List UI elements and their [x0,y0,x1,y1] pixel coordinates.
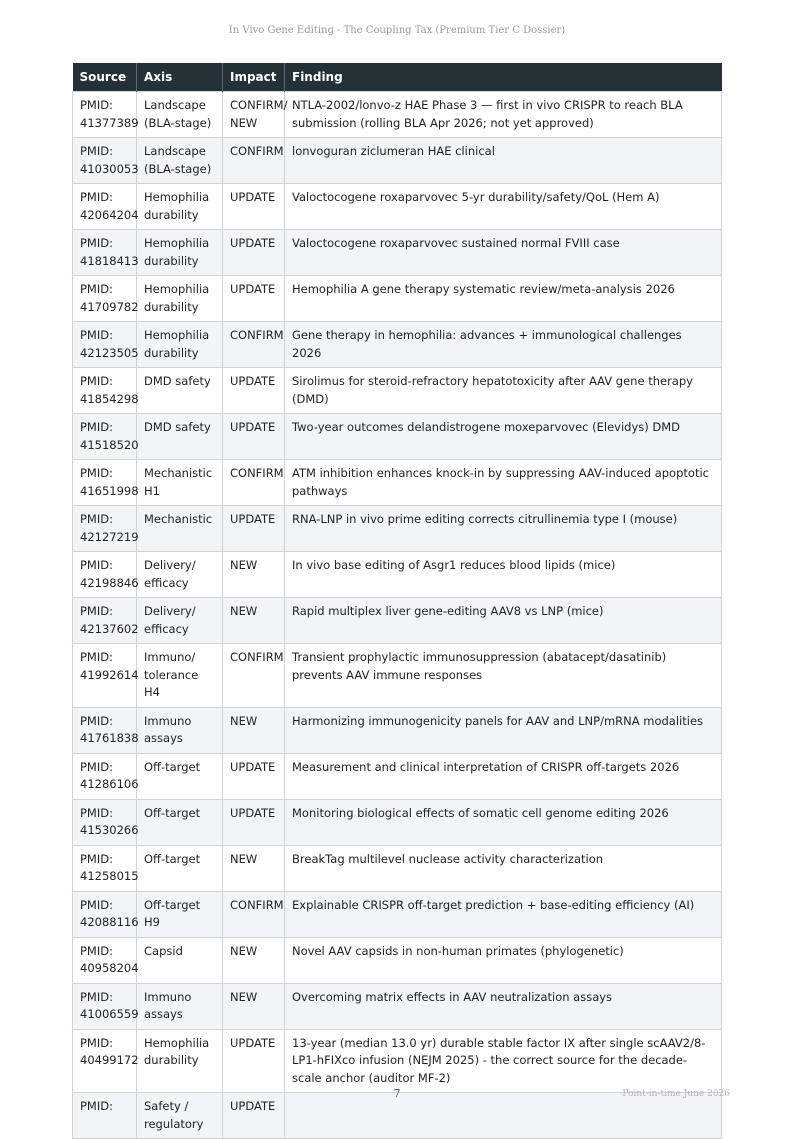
cell-finding: Novel AAV capsids in non-human primates (phylogenetic) [285,937,722,983]
cell-source: PMID: 42123505 [73,322,137,368]
cell-axis: DMD safety [137,414,223,460]
cell-axis: Off-target [137,753,223,799]
cell-finding: Gene therapy in hemophilia: advances + immunological challenges 2026 [285,322,722,368]
cell-finding: Measurement and clinical interpretation of CRISPR off-targets 2026 [285,753,722,799]
cell-finding: 13-year (median 13.0 yr) durable stable factor IX after single scAAV2/8-LP1-hFIXco infusion (NEJM 2025) - the correct source for the decade-scale anchor (auditor MF-2) [285,1029,722,1093]
cell-finding: Two-year outcomes delandistrogene moxeparvovec (Elevidys) DMD [285,414,722,460]
table-row [73,598,722,644]
cell-impact: UPDATE [223,506,285,552]
cell-impact: UPDATE [223,1029,285,1093]
cell-finding: NTLA-2002/lonvo-z HAE Phase 3 — first in vivo CRISPR to reach BLA submission (rolling BLA Apr 2026; not yet approved) [285,92,722,138]
findings-table [72,63,722,1139]
cell-source: PMID: 41854298 [73,368,137,414]
footer-note: Point-in-time June 2026 [622,1089,730,1099]
cell-impact: CONFIRM [223,891,285,937]
cell-axis: Off-target [137,845,223,891]
cell-finding: ATM inhibition enhances knock-in by suppressing AAV-induced apoptotic pathways [285,460,722,506]
cell-finding: Sirolimus for steroid-refractory hepatotoxicity after AAV gene therapy (DMD) [285,368,722,414]
cell-impact: NEW [223,845,285,891]
table-row [73,184,722,230]
table-row [73,983,722,1029]
column-header-axis: Axis [137,63,223,92]
cell-impact: NEW [223,707,285,753]
cell-finding: Rapid multiplex liver gene-editing AAV8 vs LNP (mice) [285,598,722,644]
cell-axis: Mechanistic H1 [137,460,223,506]
table-body [73,92,722,1139]
cell-impact: NEW [223,937,285,983]
cell-impact: UPDATE [223,414,285,460]
cell-impact: CONFIRM [223,644,285,708]
table-header-row [73,63,722,92]
cell-axis: Hemophilia durability [137,276,223,322]
table-row [73,230,722,276]
cell-source: PMID: 41286106 [73,753,137,799]
page-header: In Vivo Gene Editing - The Coupling Tax (Premium Tier C Dossier) [228,25,566,36]
cell-axis: Mechanistic [137,506,223,552]
cell-axis: Immuno assays [137,707,223,753]
cell-impact: NEW [223,983,285,1029]
table-row [73,845,722,891]
cell-finding: Transient prophylactic immunosuppression (abatacept/dasatinib) prevents AAV immune responses [285,644,722,708]
cell-source: PMID: 41818413 [73,230,137,276]
cell-finding: lonvoguran ziclumeran HAE clinical [285,138,722,184]
table-row [73,891,722,937]
cell-source: PMID: 40499172 [73,1029,137,1093]
cell-axis: Hemophilia durability [137,1029,223,1093]
cell-impact: CONFIRM [223,460,285,506]
cell-finding: In vivo base editing of Asgr1 reduces blood lipids (mice) [285,552,722,598]
cell-impact: CONFIRM [223,138,285,184]
table-row [73,753,722,799]
column-header-source: Source [73,63,137,92]
cell-source: PMID: 41258015 [73,845,137,891]
table-row [73,552,722,598]
cell-source: PMID: 42137602 [73,598,137,644]
column-header-impact: Impact [223,63,285,92]
cell-impact: UPDATE [223,184,285,230]
cell-finding: Hemophilia A gene therapy systematic review/meta-analysis 2026 [285,276,722,322]
cell-source: PMID: 40958204 [73,937,137,983]
cell-finding: Valoctocogene roxaparvovec sustained normal FVIII case [285,230,722,276]
cell-impact: UPDATE [223,753,285,799]
cell-axis: Immuno assays [137,983,223,1029]
table-row [73,368,722,414]
cell-impact: CONFIRM [223,322,285,368]
cell-finding: Monitoring biological effects of somatic cell genome editing 2026 [285,799,722,845]
cell-source: PMID: 42064204 [73,184,137,230]
cell-axis: Delivery/ efficacy [137,552,223,598]
table-row [73,799,722,845]
cell-impact: UPDATE [223,276,285,322]
table-row [73,644,722,708]
table-row [73,460,722,506]
cell-axis: Hemophilia durability [137,230,223,276]
cell-finding: Harmonizing immunogenicity panels for AAV and LNP/mRNA modalities [285,707,722,753]
table-row [73,276,722,322]
cell-impact: UPDATE [223,230,285,276]
cell-source: PMID: 41530266 [73,799,137,845]
cell-source: PMID: 41377389 [73,92,137,138]
cell-source: PMID: 41030053 [73,138,137,184]
column-header-finding: Finding [285,63,722,92]
cell-axis: DMD safety [137,368,223,414]
cell-source: PMID: [73,1093,137,1139]
cell-impact: UPDATE [223,799,285,845]
cell-finding: RNA-LNP in vivo prime editing corrects citrullinemia type I (mouse) [285,506,722,552]
table-row [73,506,722,552]
cell-axis: Off-target H9 [137,891,223,937]
cell-source: PMID: 41992614 [73,644,137,708]
table-row [73,707,722,753]
cell-source: PMID: 41006559 [73,983,137,1029]
cell-source: PMID: 41518520 [73,414,137,460]
cell-source: PMID: 41761838 [73,707,137,753]
cell-impact: UPDATE [223,1093,285,1139]
cell-finding: Explainable CRISPR off-target prediction + base-editing efficiency (AI) [285,891,722,937]
cell-finding: Overcoming matrix effects in AAV neutralization assays [285,983,722,1029]
cell-axis: Delivery/ efficacy [137,598,223,644]
table-row [73,138,722,184]
table-row [73,322,722,368]
cell-source: PMID: 41709782 [73,276,137,322]
cell-axis: Capsid [137,937,223,983]
cell-finding: Valoctocogene roxaparvovec 5-yr durability/safety/QoL (Hem A) [285,184,722,230]
cell-finding: BreakTag multilevel nuclease activity characterization [285,845,722,891]
cell-axis: Landscape (BLA-stage) [137,92,223,138]
cell-axis: Immuno/ tolerance H4 [137,644,223,708]
cell-source: PMID: 42198846 [73,552,137,598]
table-row [73,1029,722,1093]
table-row [73,937,722,983]
cell-source: PMID: 42127219 [73,506,137,552]
cell-source: PMID: 42088116 [73,891,137,937]
table-row [73,414,722,460]
cell-axis: Hemophilia durability [137,322,223,368]
table-row [73,92,722,138]
cell-source: PMID: 41651998 [73,460,137,506]
cell-axis: Hemophilia durability [137,184,223,230]
cell-axis: Off-target [137,799,223,845]
page-number: 7 [393,1087,401,1100]
cell-impact: NEW [223,598,285,644]
cell-axis: Landscape (BLA-stage) [137,138,223,184]
cell-axis: Safety / regulatory [137,1093,223,1139]
cell-impact: UPDATE [223,368,285,414]
cell-impact: NEW [223,552,285,598]
cell-impact: CONFIRM/ NEW [223,92,285,138]
